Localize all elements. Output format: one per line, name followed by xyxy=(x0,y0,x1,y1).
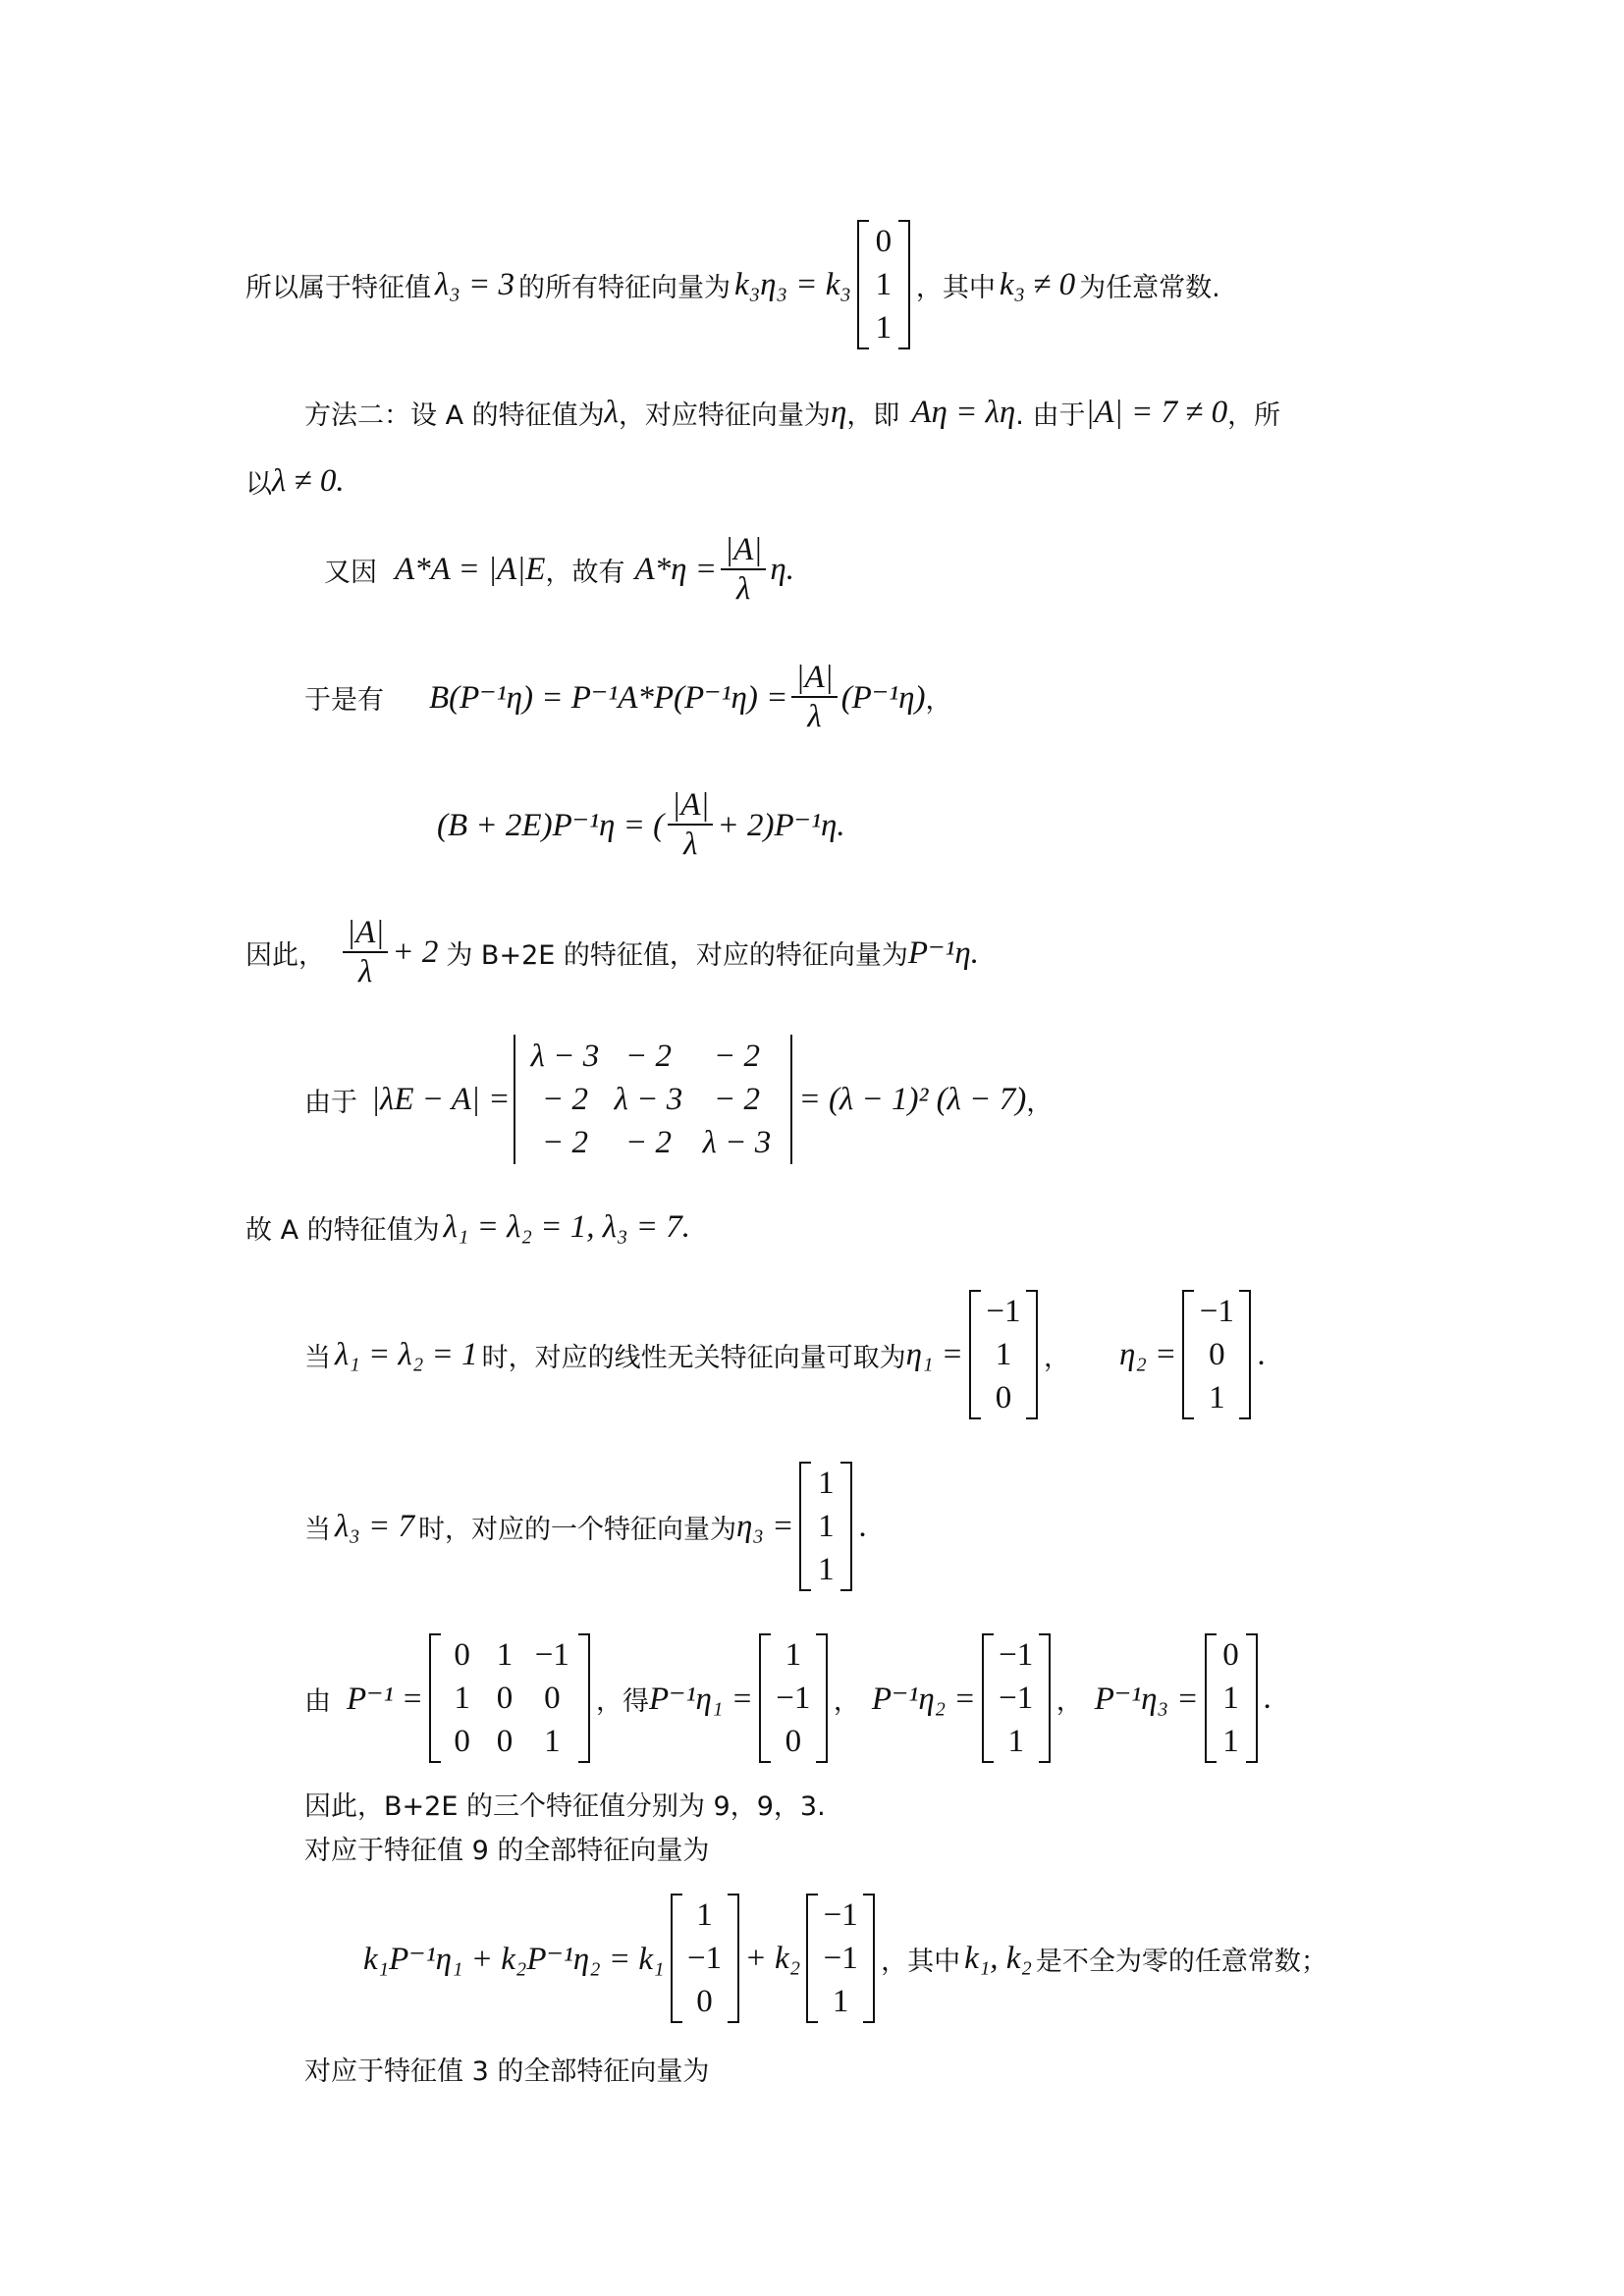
vector-entry: 0 xyxy=(995,1380,1012,1415)
fraction xyxy=(791,659,837,735)
det-entry: − 2 xyxy=(624,1039,672,1074)
text: ，故有 xyxy=(545,557,625,588)
line-characteristic-polynomial xyxy=(304,1026,1053,1173)
math: η₁ = xyxy=(905,1336,963,1372)
math: (P⁻¹η) xyxy=(840,680,926,716)
text: 由 xyxy=(304,1685,331,1717)
period: . xyxy=(1263,1680,1272,1716)
matrix-row xyxy=(441,1633,578,1677)
math: Aη = λη xyxy=(911,394,1016,430)
period: . xyxy=(1257,1336,1266,1372)
line-adjugate xyxy=(324,525,794,614)
math: |A| = 7 ≠ 0 xyxy=(1085,394,1228,430)
text: 所以属于特征值 xyxy=(245,272,431,303)
math: k₁P⁻¹η₁ + k₂P⁻¹η₂ = k₁ xyxy=(363,1942,665,1977)
math: P⁻¹η₃ = xyxy=(1094,1682,1199,1717)
matrix-entry: 0 xyxy=(496,1724,514,1759)
line-b-plus-2e xyxy=(437,780,845,869)
text: ，其中 xyxy=(915,272,996,303)
vector xyxy=(799,1462,852,1591)
vector-entry: 1 xyxy=(818,1552,835,1587)
line-b2e-eigenvalues xyxy=(304,1782,826,1825)
vector-entry: −1 xyxy=(823,1941,858,1976)
math: η xyxy=(830,394,847,430)
text: ，所 xyxy=(1227,400,1281,431)
text: 故 A 的特征值为 xyxy=(245,1214,440,1246)
vector-entry: 1 xyxy=(875,267,893,302)
vector-entry: 0 xyxy=(1222,1637,1239,1673)
fraction xyxy=(343,914,388,990)
vector-entry: 1 xyxy=(1007,1724,1024,1759)
vector xyxy=(969,1290,1038,1419)
fraction-numerator: |A| xyxy=(668,786,713,826)
text: 时，对应的一个特征向量为 xyxy=(418,1514,737,1545)
period: . xyxy=(858,1508,867,1544)
matrix-entry: 0 xyxy=(454,1637,470,1673)
det-entry: λ − 3 xyxy=(530,1039,600,1074)
det-entry: − 2 xyxy=(541,1082,588,1117)
math: A*η = xyxy=(634,551,718,587)
vector-entry: −1 xyxy=(986,1294,1021,1329)
math: B(P⁻¹η) = P⁻¹A*P(P⁻¹η) = xyxy=(429,680,788,716)
matrix-entry: 1 xyxy=(496,1637,514,1673)
matrix-entry: 1 xyxy=(544,1724,561,1759)
math: λ₃ = 7 xyxy=(335,1508,415,1544)
det-entry: λ − 3 xyxy=(614,1082,683,1117)
text: 当 xyxy=(304,1342,331,1373)
text: ，得 xyxy=(596,1685,649,1717)
text: 因此， xyxy=(245,939,325,971)
text: 当 xyxy=(304,1514,331,1545)
math: η₂ = xyxy=(1118,1336,1177,1372)
text: 是不全为零的任意常数； xyxy=(1035,1946,1327,1977)
line-eigenvalue3-header xyxy=(304,2047,709,2090)
line-eigenvalue3-vectors xyxy=(245,211,1220,358)
vector-entry: 1 xyxy=(818,1509,835,1544)
math: + 2 xyxy=(392,934,439,970)
text: 的所有特征向量为 xyxy=(518,272,731,303)
text: 由于 xyxy=(304,1087,357,1118)
vector xyxy=(982,1633,1051,1763)
fraction-denominator: λ xyxy=(683,827,698,862)
vector-entry: 1 xyxy=(875,310,893,346)
vector-entry: 1 xyxy=(696,1897,713,1933)
text: 方法二：设 A 的特征值为 xyxy=(304,400,605,431)
text: 对应于特征值 3 的全部特征向量为 xyxy=(304,2056,710,2087)
line-eigenvalue9-vectors xyxy=(363,1885,1327,2032)
det-entry: − 2 xyxy=(713,1082,760,1117)
vector-entry: 0 xyxy=(696,1984,713,2019)
text: ，即 xyxy=(846,400,900,431)
vector-entry: 1 xyxy=(1222,1681,1239,1716)
line-similar-matrix xyxy=(304,653,952,741)
det-row xyxy=(525,1035,781,1078)
math: P⁻¹ = xyxy=(347,1682,423,1717)
math: = (λ − 1)² (λ − 7) xyxy=(798,1081,1027,1117)
vector-entry: −1 xyxy=(999,1637,1034,1673)
math: + k₂ xyxy=(744,1940,801,1976)
matrix-entry: 0 xyxy=(496,1681,514,1716)
vector-entry: 1 xyxy=(785,1637,802,1673)
vector-entry: −1 xyxy=(686,1941,723,1976)
text: 时，对应的线性无关特征向量可取为 xyxy=(481,1342,906,1373)
line-eigenvectors-1 xyxy=(304,1281,1266,1428)
text: ， xyxy=(925,684,952,716)
fraction-numerator: |A| xyxy=(343,914,388,953)
text: 为任意常数. xyxy=(1079,272,1220,303)
vector-entry: 1 xyxy=(1222,1724,1239,1759)
fraction-numerator: |A| xyxy=(721,531,766,570)
text: 于是有 xyxy=(304,684,384,716)
text: ，对应特征向量为 xyxy=(618,400,831,431)
text: 因此，B+2E 的三个特征值分别为 9，9，3. xyxy=(304,1790,826,1822)
det-row xyxy=(525,1078,781,1121)
vector xyxy=(759,1633,828,1763)
math: P⁻¹η₁ = xyxy=(649,1682,753,1717)
matrix-row xyxy=(441,1720,578,1763)
vector xyxy=(1182,1290,1251,1419)
fraction-denominator: λ xyxy=(736,571,751,607)
text: 又因 xyxy=(324,557,377,588)
det-entry: λ − 3 xyxy=(702,1125,772,1160)
vector-entry: 0 xyxy=(785,1724,802,1759)
matrix xyxy=(429,1633,590,1763)
matrix-entry: 0 xyxy=(544,1681,561,1716)
vector-entry: 0 xyxy=(1209,1337,1225,1372)
vector-entry: 1 xyxy=(818,1466,835,1501)
det-entry: − 2 xyxy=(541,1125,588,1160)
det-row xyxy=(525,1121,781,1164)
determinant xyxy=(514,1035,792,1164)
math: (B + 2E)P⁻¹η = ( xyxy=(437,808,665,843)
line-eigenvalues-a xyxy=(245,1202,690,1252)
matrix-entry: 1 xyxy=(454,1681,470,1716)
text: ， xyxy=(1043,1342,1070,1373)
line-p-inverse xyxy=(304,1625,1272,1772)
fraction-numerator: |A| xyxy=(791,659,837,698)
text: 为 B+2E 的特征值，对应的特征向量为 xyxy=(446,939,908,971)
vector xyxy=(671,1894,739,2023)
line-therefore-eigen xyxy=(245,908,979,996)
fraction xyxy=(668,786,713,863)
vector-entry: −1 xyxy=(1199,1294,1234,1329)
vector-entry: 0 xyxy=(875,224,893,259)
math: η. xyxy=(770,551,794,587)
math: λ₁ = λ₂ = 1 xyxy=(335,1336,478,1372)
matrix-entry: −1 xyxy=(534,1637,569,1673)
text: . 由于 xyxy=(1015,400,1086,431)
matrix-row xyxy=(441,1677,578,1720)
math: P⁻¹η. xyxy=(907,935,979,971)
line-lambda-nonzero xyxy=(245,456,345,506)
math: + 2)P⁻¹η. xyxy=(717,808,845,843)
math: k₃η₃ = k₃ xyxy=(734,266,851,302)
vector-entry: 1 xyxy=(1209,1380,1225,1415)
text: 以 xyxy=(245,468,272,500)
math: k₃ ≠ 0 xyxy=(999,266,1076,302)
math: λ xyxy=(604,394,619,430)
det-entry: − 2 xyxy=(713,1039,760,1074)
math: |λE − A| = xyxy=(371,1081,511,1117)
vector xyxy=(806,1894,875,2023)
math: k₁, k₂ xyxy=(964,1940,1032,1976)
det-entry: − 2 xyxy=(624,1125,672,1160)
text: ，其中 xyxy=(881,1946,961,1977)
vector-entry: 1 xyxy=(995,1337,1012,1372)
text: ， xyxy=(1026,1087,1054,1118)
line-eigenvalue9-header xyxy=(304,1826,709,1869)
matrix-entry: 0 xyxy=(454,1724,470,1759)
math: P⁻¹η₂ = xyxy=(871,1682,976,1717)
math: λ₁ = λ₂ = 1, λ₃ = 7. xyxy=(443,1208,690,1245)
vector-entry: −1 xyxy=(823,1897,858,1933)
vector xyxy=(857,220,910,349)
vector-entry: −1 xyxy=(999,1681,1034,1716)
text: ， xyxy=(833,1685,860,1717)
fraction-denominator: λ xyxy=(807,699,822,734)
text: ， xyxy=(1056,1685,1083,1717)
vector xyxy=(1205,1633,1258,1763)
math: η₃ = xyxy=(736,1508,794,1544)
fraction xyxy=(721,531,766,608)
vector-entry: 1 xyxy=(832,1984,849,2019)
math: A*A = |A|E xyxy=(395,551,546,587)
fraction-denominator: λ xyxy=(358,954,373,989)
math: λ ≠ 0. xyxy=(272,462,345,499)
vector-entry: −1 xyxy=(776,1681,811,1716)
line-eigenvector-3 xyxy=(304,1453,867,1600)
text: 对应于特征值 9 的全部特征向量为 xyxy=(304,1835,710,1866)
math: λ₃ = 3 xyxy=(435,266,515,302)
line-method-two xyxy=(304,388,1280,437)
